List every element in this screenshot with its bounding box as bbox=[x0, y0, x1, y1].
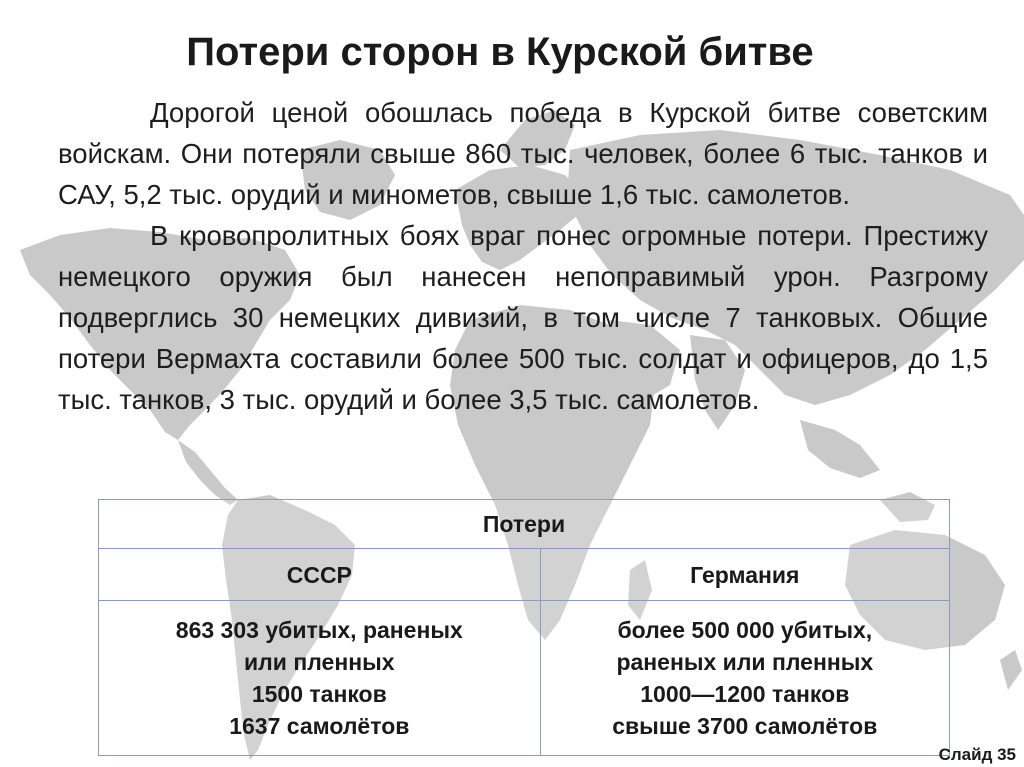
page-title: Потери сторон в Курской битве bbox=[186, 30, 814, 74]
germany-losses-people: более 500 000 убитых, bbox=[617, 617, 873, 643]
ussr-losses-people: 863 303 убитых, раненых bbox=[175, 617, 463, 643]
ussr-losses-tanks: 1500 танков bbox=[251, 681, 387, 707]
paragraph-soviet-losses: Дорогой ценой обошлась победа в Курской битве советским войскам. Они потеряли свыше 860 тыс. человек, более 6 тыс. танков и САУ, 5,2 тыс. орудий и минометов, свыше 1,6 тыс. самолетов. bbox=[58, 97, 988, 210]
ussr-losses-cell bbox=[99, 601, 541, 756]
table-header-losses: Потери bbox=[99, 500, 950, 549]
germany-losses-tanks: 1000—1200 танков bbox=[640, 681, 850, 707]
column-header-ussr: СССР bbox=[99, 549, 541, 601]
germany-losses-planes: свыше 3700 самолётов bbox=[612, 713, 878, 739]
germany-losses-people-cont: раненых или пленных bbox=[616, 649, 874, 675]
losses-table bbox=[98, 499, 950, 756]
ussr-losses-planes: 1637 самолётов bbox=[229, 713, 410, 739]
germany-losses-cell bbox=[540, 601, 949, 756]
paragraph-german-losses: В кровопролитных боях враг понес огромные потери. Престижу немецкого оружия был нанесен непоправимый урон. Разгрому подверглись 30 немецких дивизий, в том числе 7 танковых. Общие потери Вермахта составили более 500 тыс. солдат и офицеров, до 1,5 тыс. танков, 3 тыс. орудий и более 3,5 тыс. самолетов. bbox=[58, 220, 988, 415]
slide-number: Слайд 35 bbox=[938, 745, 1016, 764]
body-text bbox=[58, 92, 988, 420]
ussr-losses-people-cont: или пленных bbox=[244, 649, 395, 675]
column-header-germany: Германия bbox=[540, 549, 949, 601]
